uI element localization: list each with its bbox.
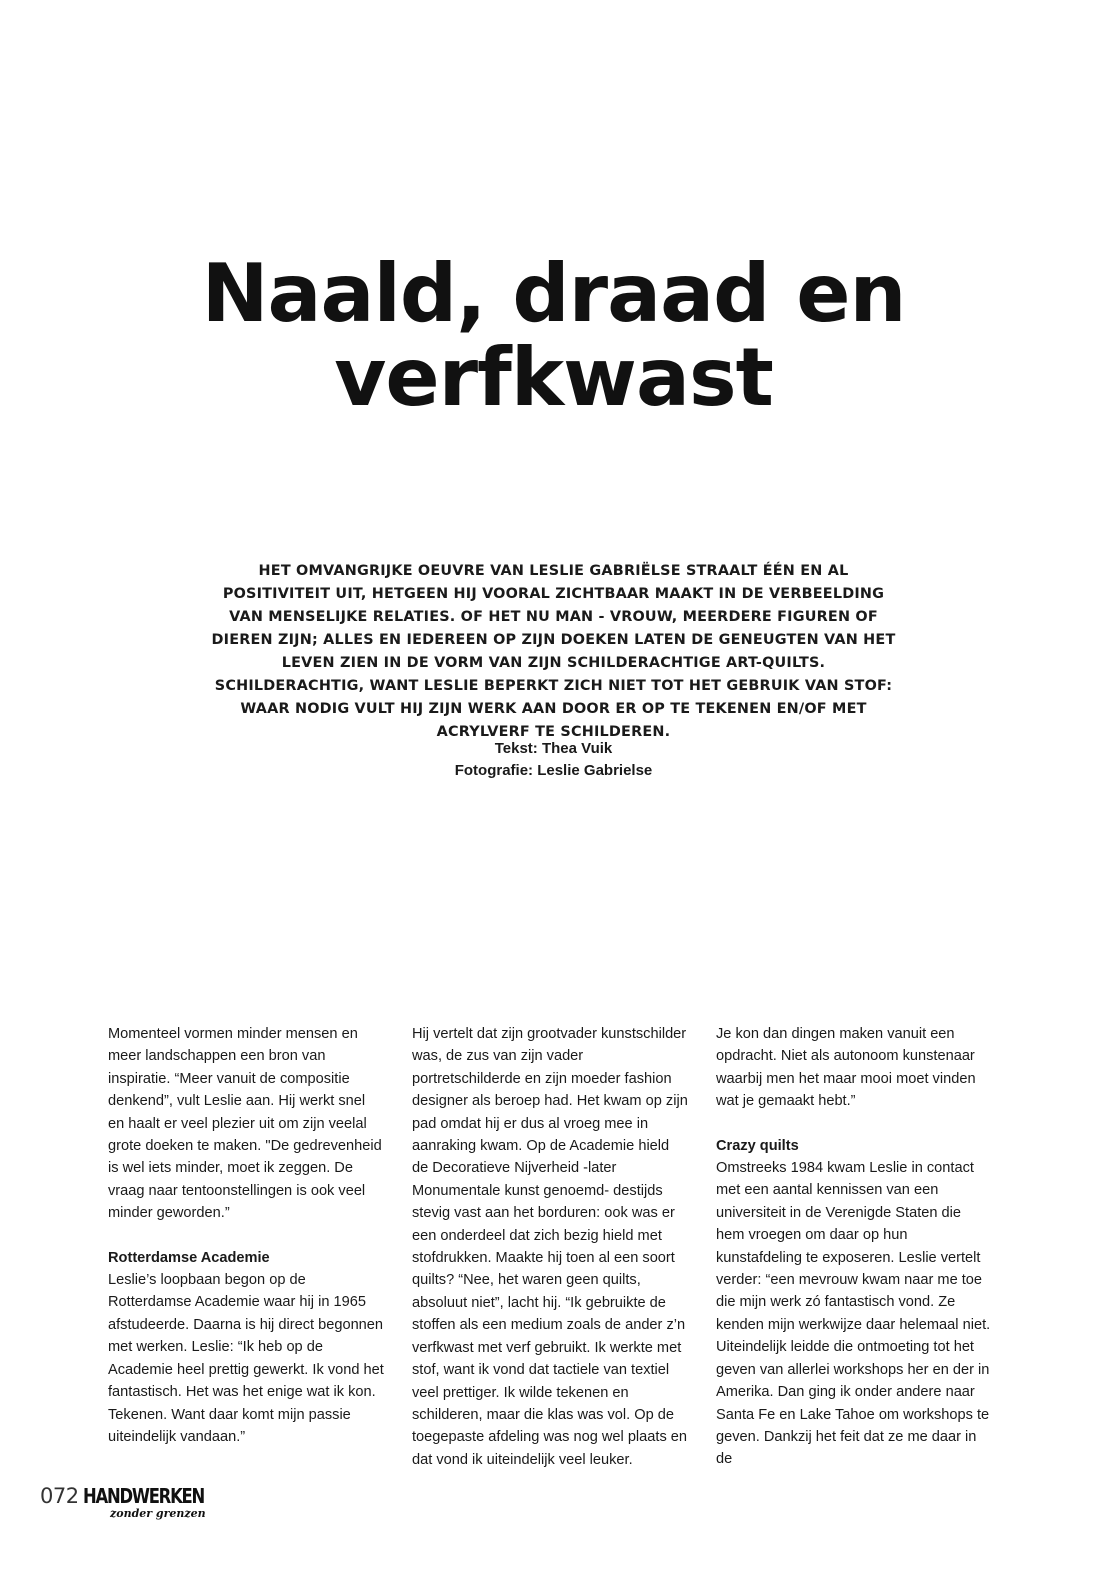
title-line-1: Naald, draad en	[201, 247, 906, 340]
body-paragraph: Je kon dan dingen maken vanuit een opdracht. Niet als autonoom kunstenaar waarbij men het maar mooi moet vinden wat je gemaakt hebt.”	[716, 1026, 976, 1110]
body-paragraph: Hij vertelt dat zijn grootvader kunstschilder was, de zus van zijn vader portretschilderde en zijn moeder fashion designer als beroep had. Het kwam op zijn pad omdat hij er dus al vroeg mee in aanraking kwam. Op de Academie hield de Decoratieve Nijverheid -later Monumentale kunst genoemd- destijds stevig vast aan het borduren: ook was er een onderdeel dat zich bezig hield met stofdrukken. Maakte hij toen al een soort quilts? “Nee, het waren geen quilts, absoluut niet”, lacht hij. “Ik gebruikte de stoffen als een medium zoals de ander z’n verfkwast met verf gebruikt. Ik werkte met stof, want ik vond dat tactiele van textiel veel prettiger. Ik wilde tekenen en schilderen, maar die klas was vol. Op de toegepaste afdeling was nog wel plaats en dat vond ik uiteindelijk veel leuker.	[412, 1026, 688, 1468]
body-paragraph: Momenteel vormen minder mensen en meer landschappen een bron van inspiratie. “Meer vanuit de compositie denkend”, vult Leslie aan. Hij werkt snel en haalt er veel plezier uit om zijn veelal grote doeken te maken. "De gedrevenheid is wel iets minder, moet ik zeggen. De vraag naar tentoonstellingen is ook veel minder geworden.”	[108, 1026, 382, 1222]
article-title	[0, 247, 1107, 424]
magazine-name: HANDWERKEN	[83, 1484, 205, 1508]
column-3	[716, 1023, 992, 1471]
magazine-tagline: zonder grenzen	[110, 1507, 206, 1520]
page-number: 072	[40, 1484, 79, 1508]
credit-text: Tekst: Thea Vuik	[494, 740, 613, 757]
intro-paragraph: HET OMVANGRIJKE OEUVRE VAN LESLIE GABRIËLSE STRAALT ÉÉN EN AL POSITIVITEIT UIT, HETGEEN HIJ VOORAL ZICHTBAAR MAAKT IN DE VERBEELDING VAN MENSELIJKE RELATIES. OF HET NU MAN - VROUW, MEERDERE FIGUREN OF DIEREN ZIJN; ALLES EN IEDEREEN OP ZIJN DOEKEN LATEN DE GENEUGTEN VAN HET LEVEN ZIEN IN DE VORM VAN ZIJN SCHILDERACHTIGE ART-QUILTS. SCHILDERACHTIG, WANT LESLIE BEPERKT ZICH NIET TOT HET GEBRUIK VAN STOF: WAAR NODIG VULT HIJ ZIJN WERK AAN DOOR ER OP TE TEKENEN EN/OF MET ACRYLVERF TE SCHILDEREN.	[211, 563, 896, 740]
page-footer	[40, 1482, 240, 1526]
section-heading: Crazy quilts	[716, 1137, 799, 1154]
credit-photography: Fotografie: Leslie Gabrielse	[454, 762, 653, 779]
body-paragraph: Leslie’s loopbaan begon op de Rotterdamse Academie waar hij in 1965 afstudeerde. Daarna is hij direct begonnen met werken. Leslie: “Ik heb op de Academie heel prettig gewerkt. Ik vond het fantastisch. Het was het enige wat ik kon. Tekenen. Want daar komt mijn passie uiteindelijk vandaan.”	[108, 1272, 384, 1445]
credits	[0, 738, 1107, 782]
title-line-2: verfkwast	[334, 331, 773, 424]
column-1	[108, 1023, 384, 1448]
section-heading: Rotterdamse Academie	[108, 1249, 270, 1266]
body-paragraph: Omstreeks 1984 kwam Leslie in contact met een aantal kennissen van een universiteit in de Verenigde Staten die hem vroegen om daar op hun kunstafdeling te exposeren. Leslie vertelt verder: “een mevrouw kwam naar me toe die mijn werk zó fantastisch vond. Ze kenden mijn werkwijze daar helemaal niet. Uiteindelijk leidde die ontmoeting tot het geven van allerlei workshops her en der in Amerika. Dan ging ik onder andere naar Santa Fe en Lake Tahoe om workshops te geven. Dankzij het feit dat ze me daar in de	[716, 1160, 991, 1468]
column-2	[412, 1023, 688, 1471]
